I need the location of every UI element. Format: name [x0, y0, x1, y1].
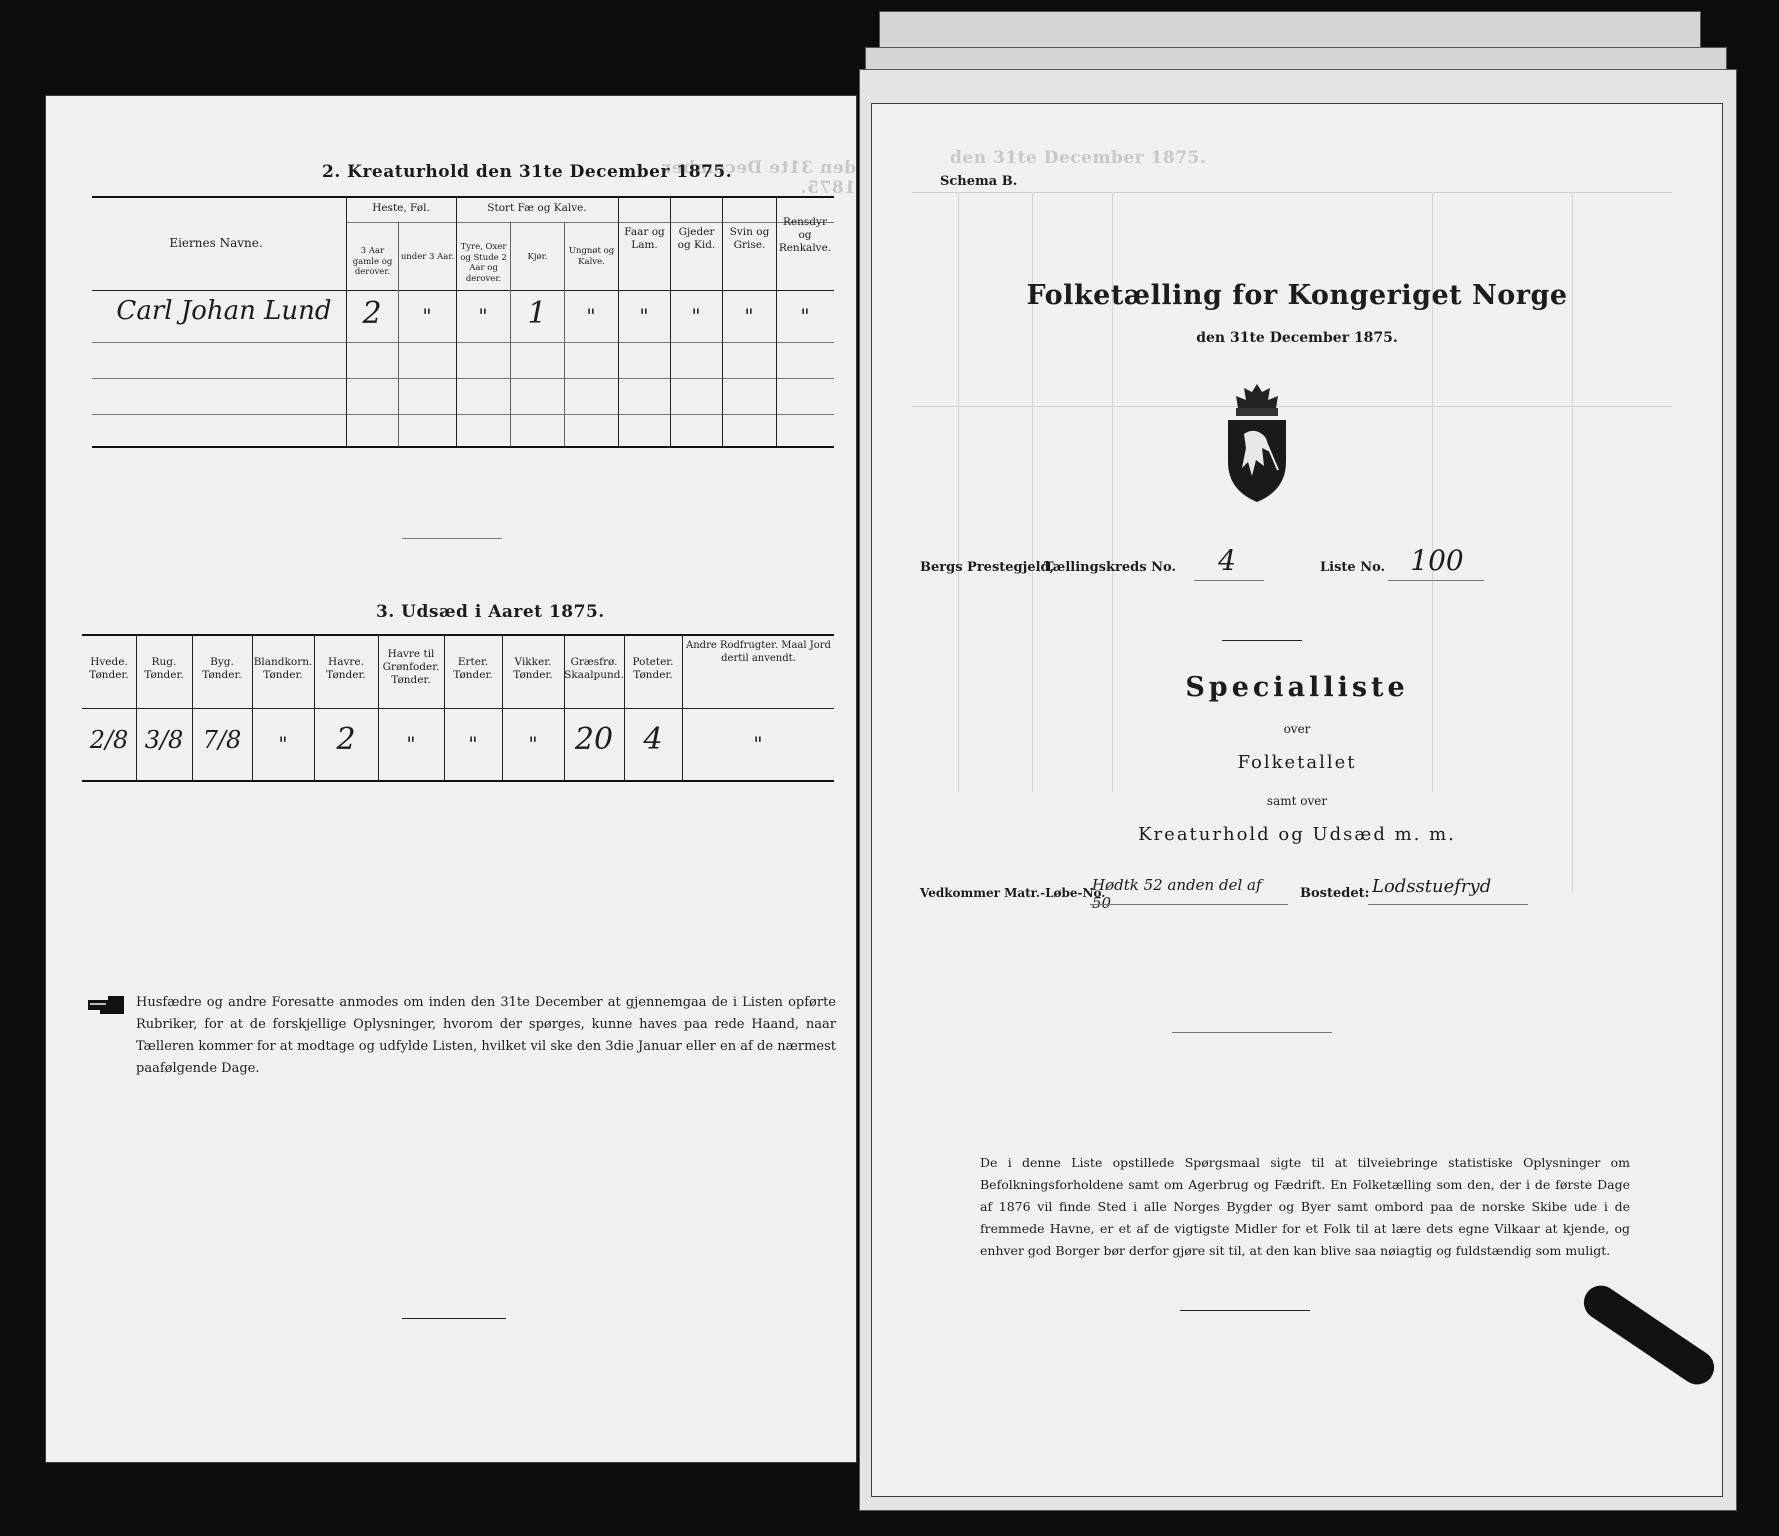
- sowing-value: 7/8: [202, 726, 242, 754]
- stort-fae-header: Stort Fæ og Kalve.: [487, 202, 587, 214]
- col-header: Græsfrø. Skaalpund.: [564, 656, 624, 682]
- col-header: 3 Aar gamle og derover.: [352, 246, 393, 278]
- sowing-value: 3/8: [144, 726, 184, 754]
- section2-title: 2. Kreaturhold den 31te December 1875.: [322, 162, 733, 182]
- col-header: Tyre, Oxer og Stude 2 Aar og derover.: [460, 242, 507, 284]
- col-header: Svin og Grise.: [729, 226, 770, 252]
- livestock-value: 2: [362, 296, 382, 331]
- purpose-text: De i denne Liste opstillede Spørgsmaal sigte til at tilveiebringe statistiske Oplysninger om Befolkningsforholdene samt om Agerbrug og Fædrift. En Folketælling som den, der i de første Dage af 1876 vil finde Sted i alle Norges Bygder og Byer samt ombord paa de norske Skibe ude i de fremmede Havne, er et af de vigtigste Midler for et Folk til at lære dets egne Vilkaar at kjende, og enhver god Borger bør derfor gjøre sit til, at den kan blive saa nøiagtig og fuldstændig som muligt.: [980, 1155, 1630, 1258]
- coat-of-arms-icon: [1222, 382, 1292, 510]
- census-date: den 31te December 1875.: [1196, 330, 1398, 346]
- matr-value: Hødtk 52 anden del af 50: [1092, 876, 1262, 912]
- col-header: Kjør.: [527, 252, 548, 262]
- folketallet-label: Folketallet: [1237, 752, 1357, 773]
- bosted-value: Lodsstuefryd: [1372, 876, 1492, 897]
- bosted-label: Bostedet:: [1300, 886, 1370, 901]
- kreaturhold-label: Kreaturhold og Udsæd m. m.: [1138, 824, 1456, 845]
- underline: [1368, 904, 1528, 905]
- pointing-hand-icon: [86, 994, 126, 1020]
- list-number: 100: [1410, 544, 1464, 577]
- sowing-value: ": [528, 732, 538, 756]
- col-header: Rug. Tønder.: [144, 656, 184, 682]
- document-title: Specialliste: [1185, 672, 1409, 703]
- sowing-value: ": [278, 732, 288, 756]
- ghost-text: den 31te December 1875.: [950, 148, 1207, 168]
- heste-header: Heste, Føl.: [372, 202, 430, 214]
- divider: [1172, 1032, 1332, 1033]
- col-header: Hvede. Tønder.: [89, 656, 129, 682]
- livestock-value: ": [800, 304, 810, 328]
- col-header: under 3 Aar.: [400, 252, 455, 262]
- left-page: [46, 96, 856, 1462]
- underline: [1194, 580, 1264, 581]
- sowing-value: ": [468, 732, 478, 756]
- livestock-value: ": [744, 304, 754, 328]
- livestock-value: ": [478, 304, 488, 328]
- over-label: over: [1283, 722, 1311, 736]
- col-header: Faar og Lam.: [624, 226, 665, 252]
- owner-header: Eiernes Navne.: [169, 236, 263, 250]
- divider: [1180, 1310, 1310, 1311]
- section3-title: 3. Udsæd i Aaret 1875.: [376, 602, 605, 622]
- list-label: Liste No.: [1320, 560, 1386, 575]
- samt-over-label: samt over: [1266, 794, 1328, 808]
- col-header: Andre Rodfrugter. Maal Jord dertil anvendt.: [686, 640, 831, 664]
- sowing-value: 4: [643, 722, 663, 757]
- col-header: Poteter. Tønder.: [632, 656, 674, 682]
- owner-name: Carl Johan Lund: [116, 296, 332, 326]
- district-label: Tællingskreds No.: [1044, 560, 1176, 575]
- livestock-value: ": [691, 304, 701, 328]
- sowing-value: 2/8: [89, 726, 129, 754]
- parish-label: Bergs Prestegjeld,: [920, 560, 1055, 575]
- notice-text: Husfædre og andre Foresatte anmodes om inden den 31te December at gjennemgaa de i Listen opførte Rubriker, for at de forskjellige Oplysninger, hvorom der spørges, kunne haves paa rede Haand, naar Tælleren kommer for at modtage og udfylde Listen, hvilket vil ske den 3die Januar eller en af de nærmest paafølgende Dage.: [136, 995, 836, 1076]
- divider: [1222, 640, 1302, 641]
- divider: [402, 538, 502, 539]
- underline: [1388, 580, 1484, 581]
- underline: [1090, 904, 1288, 905]
- col-header: Havre. Tønder.: [326, 656, 366, 682]
- livestock-value: ": [586, 304, 596, 328]
- schema-label: Schema B.: [940, 174, 1018, 189]
- divider: [402, 1318, 506, 1319]
- col-header: Byg. Tønder.: [202, 656, 242, 682]
- matr-label: Vedkommer Matr.-Løbe-No.: [920, 886, 1106, 900]
- district-number: 4: [1218, 544, 1236, 577]
- sowing-value: 20: [574, 722, 614, 757]
- col-header: Havre til Grønfoder. Tønder.: [382, 648, 440, 687]
- ghost-text: den 31te December 1875.: [661, 158, 856, 198]
- census-title: Folketælling for Kongeriget Norge: [1026, 280, 1568, 311]
- livestock-value: ": [639, 304, 649, 328]
- col-header: Ungnøt og Kalve.: [568, 246, 615, 267]
- col-header: Gjeder og Kid.: [677, 226, 716, 252]
- col-header: Blandkorn. Tønder.: [253, 656, 313, 682]
- col-header: Erter. Tønder.: [453, 656, 493, 682]
- livestock-value: ": [422, 304, 432, 328]
- col-header: Rensdyr og Renkalve.: [778, 216, 832, 255]
- sowing-value: ": [753, 732, 763, 756]
- col-header: Vikker. Tønder.: [513, 656, 553, 682]
- livestock-value: 1: [527, 296, 547, 331]
- sowing-value: 2: [336, 722, 356, 757]
- sowing-value: ": [406, 732, 416, 756]
